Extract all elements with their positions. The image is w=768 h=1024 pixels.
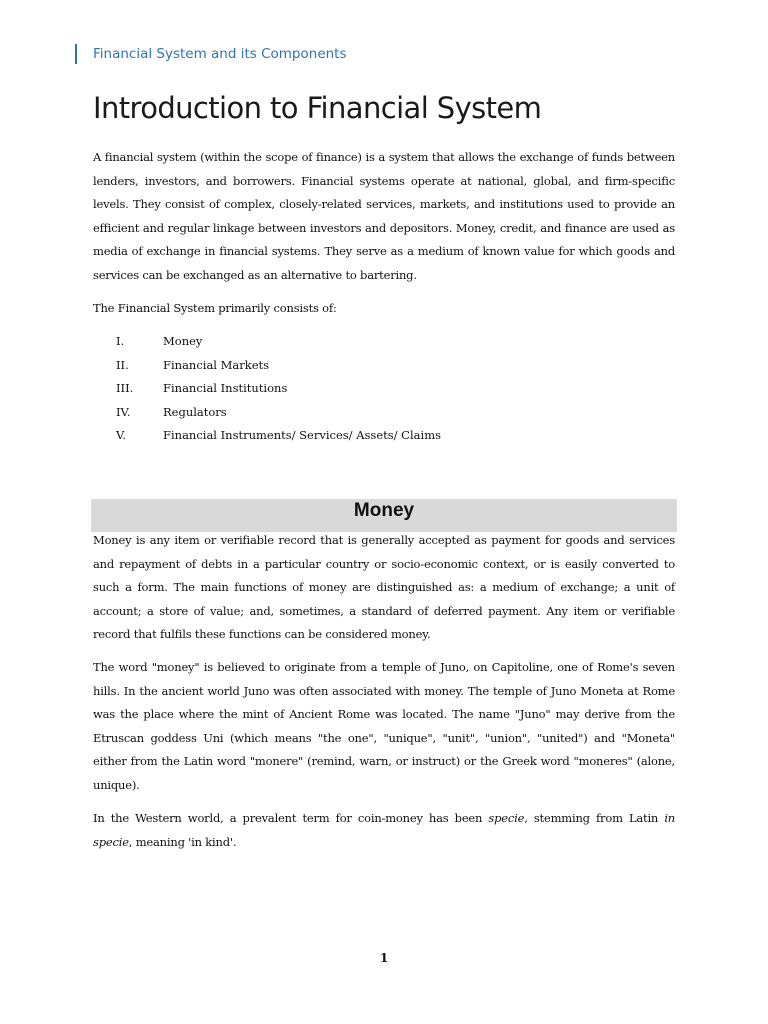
running-header [75, 44, 347, 64]
list-item [116, 424, 441, 448]
money-paragraph-3 [93, 807, 675, 854]
list-item-label: Financial Institutions [163, 381, 288, 395]
components-list [116, 330, 441, 448]
money-paragraph-2: The word "money" is believed to originate from a temple of Juno, on Capitoline, one of Rome's seven hills. In the ancient world Juno was often associated with money. The temple of Juno Moneta at Rome was the place where the mint of Ancient Rome was located. The name "Juno" may derive from the Etruscan goddess Uni (which means "the one", "unique", "unit", "union", "united") and "Moneta" either from the Latin word "monere" (remind, warn, or instruct) or the Greek word "moneres" (alone, unique). [93, 660, 675, 792]
list-item-label: Financial Instruments/ Services/ Assets/ Claims [163, 428, 441, 442]
paragraph-text: , meaning 'in kind'. [128, 834, 237, 849]
intro-paragraph: A financial system (within the scope of finance) is a system that allows the exchange of funds between lenders, investors, and borrowers. Financial systems operate at national, global, and firm-specific levels. They consist of complex, closely-related services, markets, and institutions used to provide an efficient and regular linkage between investors and depositors. Money, credit, and finance are used as media of exchange in financial systems. They serve as a medium of known value for which goods and services can be exchanged as an alternative to bartering. [93, 150, 675, 282]
paragraph-text: , stemming from Latin [524, 811, 665, 825]
list-item-number: V. [116, 428, 126, 442]
page-number: 1 [379, 951, 389, 965]
list-item [116, 401, 441, 425]
list-item-number: IV. [116, 404, 131, 419]
consists-intro: The Financial System primarily consists of: [93, 301, 337, 315]
section-heading-text: Money [353, 500, 415, 521]
running-header-text: Financial System and its Components [93, 46, 347, 62]
list-item-number: II. [116, 357, 129, 372]
paragraph-text: In the Western world, a prevalent term for coin-money has been [93, 811, 489, 825]
list-item [116, 377, 441, 401]
list-item-label: Financial Markets [163, 357, 270, 372]
list-item [116, 354, 441, 378]
list-item-number: I. [116, 334, 125, 348]
italic-term-in-specie: in specie [93, 811, 675, 849]
money-paragraph-1: Money is any item or verifiable record that is generally accepted as payment for goods and services and repayment of debts in a particular country or socio-economic context, or is easily converted to such a form. The main functions of money are distinguished as: a medium of exchange; a unit of account; a store of value; and, sometimes, a standard of deferred payment. Any item or verifiable record that fulfils these functions can be considered money. [93, 533, 675, 641]
list-item-label: Regulators [163, 404, 227, 419]
list-item-number: III. [116, 381, 134, 395]
money-section-heading [91, 499, 677, 532]
italic-term-specie: specie [488, 811, 525, 825]
list-item [116, 330, 441, 354]
list-item-label: Money [163, 334, 203, 348]
page-title: Introduction to Financial System [93, 91, 542, 125]
